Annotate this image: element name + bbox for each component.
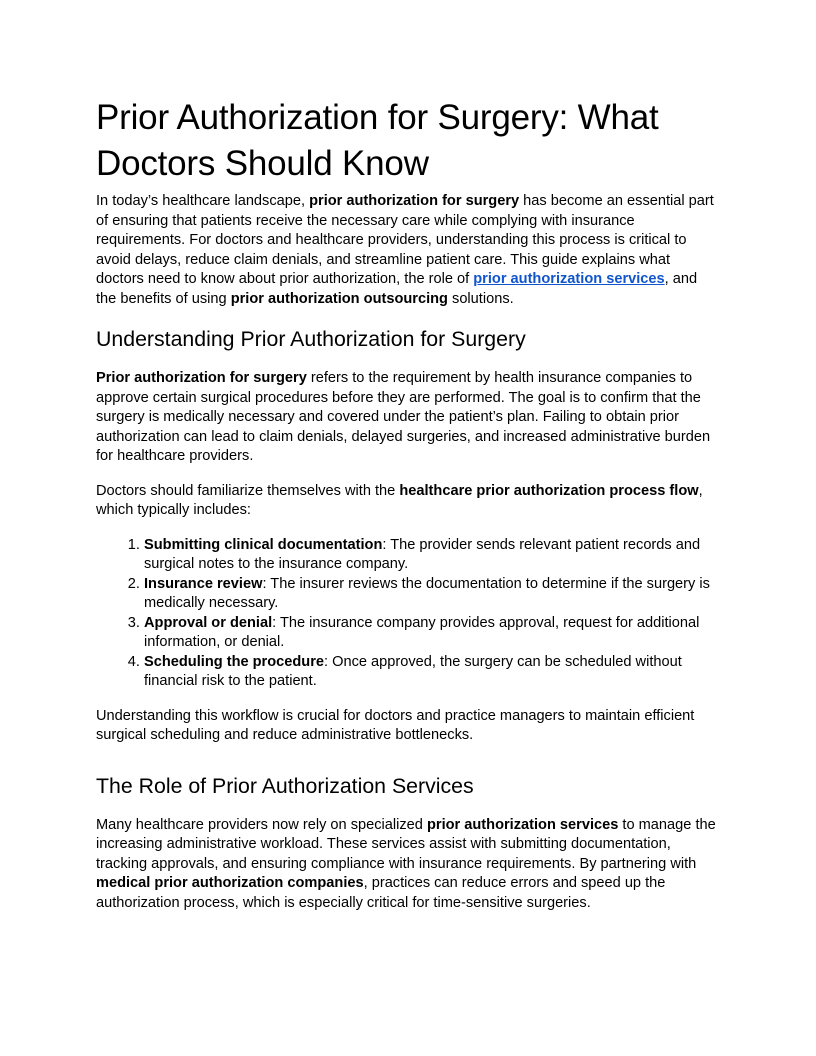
intro-text-2: has become an essential part of ensuring that patients receive the necessary care while complying with insurance requirements. For doctors and healthcare providers, understanding this process is critical to avoid delays, reduce claim denials, and streamline patient care. This guide explains what doctors need to know about prior authorization, the role of [96, 193, 714, 287]
step-title: Scheduling the procedure [144, 653, 325, 670]
intro-bold-1: prior authorization for surgery [309, 193, 520, 209]
section1-p1-bold: Prior authorization for surgery [96, 370, 307, 386]
intro-text-3: , and the benefits of using [96, 271, 698, 307]
step-text: : The provider sends relevant patient records and surgical notes to the insurance company. [144, 536, 701, 572]
list-item [144, 575, 720, 614]
section1-paragraph-1 [96, 369, 720, 467]
section1-paragraph-2 [96, 482, 720, 521]
section2-p1-bold-2: medical prior authorization companies [96, 875, 364, 891]
step-title: Approval or denial [144, 614, 273, 631]
section2-p1-text-3: , practices can reduce errors and speed up the authorization process, which is especially critical for time-sensitive surgeries. [96, 875, 666, 911]
list-item [144, 653, 720, 692]
intro-bold-2: prior authorization outsourcing [230, 290, 448, 307]
section2-p1-text-1: Many healthcare providers now rely on specialized [96, 816, 427, 833]
process-steps-list [96, 536, 720, 692]
section1-p2-text-2: , which typically includes: [96, 482, 703, 518]
section-heading-role-of-services: The Role of Prior Authorization Services [96, 773, 474, 798]
section1-paragraph-3: Understanding this workflow is crucial for doctors and practice managers to maintain efficient surgical scheduling and reduce administrative bottlenecks. [96, 707, 695, 743]
intro-text-1: In today’s healthcare landscape, [96, 193, 310, 209]
section2-p1-bold-1: prior authorization services [426, 816, 619, 833]
step-title: Submitting clinical documentation [144, 536, 383, 553]
step-title: Insurance review [144, 575, 263, 592]
list-item [144, 614, 720, 653]
list-item [144, 536, 720, 575]
section-heading-understanding: Understanding Prior Authorization for Surgery [96, 327, 526, 351]
section2-paragraph-1 [96, 816, 720, 914]
section1-p2-bold: healthcare prior authorization process flow [399, 482, 699, 499]
intro-text-4: solutions. [447, 290, 514, 307]
intro-paragraph [96, 192, 720, 309]
document-title: Prior Authorization for Surgery: What Doctors Should Know [96, 98, 659, 183]
section1-p1-text: refers to the requirement by health insurance companies to approve certain surgical procedures before they are performed. The goal is to confirm that the surgery is medically necessary and covered under the patient’s plan. Failing to obtain prior authorization can lead to claim denials, delayed surgeries, and increased administrative burden for healthcare providers. [96, 370, 711, 464]
step-text: : Once approved, the surgery can be scheduled without financial risk to the patient. [144, 653, 682, 689]
step-text: : The insurance company provides approval, request for additional information, or denial. [144, 614, 700, 650]
step-text: : The insurer reviews the documentation to determine if the surgery is medically necessary. [144, 575, 710, 611]
section2-p1-text-2: to manage the increasing administrative workload. These services assist with submitting documentation, tracking approvals, and ensuring compliance with insurance requirements. By partnering with [96, 816, 716, 872]
prior-authorization-services-link[interactable]: prior authorization services [473, 271, 665, 287]
section1-p2-text-1: Doctors should familiarize themselves with the [96, 482, 400, 499]
